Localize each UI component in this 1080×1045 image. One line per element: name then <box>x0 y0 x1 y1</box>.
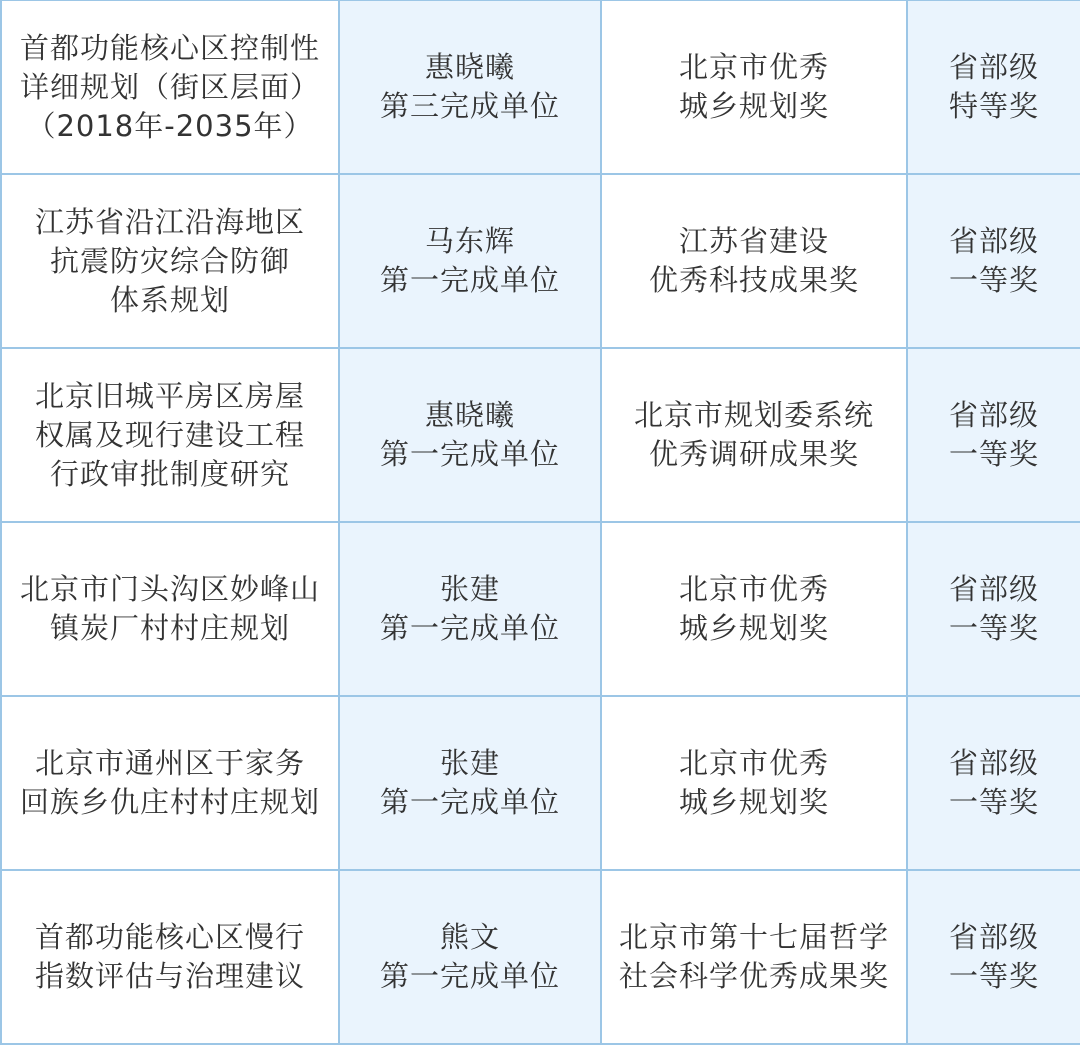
project-name-cell <box>1 696 339 870</box>
unit-rank: 第一完成单位 <box>379 785 560 820</box>
award-name-line: 北京市优秀 <box>678 50 829 85</box>
person-name: 惠晓曦 <box>424 50 515 85</box>
award-level-cell <box>907 348 1080 522</box>
unit-rank: 第一完成单位 <box>379 959 560 994</box>
table-row <box>1 174 1080 348</box>
award-name-line: 社会科学优秀成果奖 <box>618 959 889 994</box>
award-grade: 一等奖 <box>948 959 1039 994</box>
award-level-cell <box>907 1 1080 175</box>
award-grade: 一等奖 <box>948 785 1039 820</box>
award-level-cell <box>907 174 1080 348</box>
project-name-line: 行政审批制度研究 <box>49 456 290 491</box>
award-name-cell <box>601 1 907 175</box>
award-level: 省部级 <box>948 572 1039 607</box>
person-name: 马东辉 <box>424 224 515 259</box>
award-name-line: 城乡规划奖 <box>678 611 829 646</box>
award-grade: 一等奖 <box>948 437 1039 472</box>
unit-rank: 第一完成单位 <box>379 611 560 646</box>
project-name-line: 体系规划 <box>109 282 230 317</box>
award-level: 省部级 <box>948 224 1039 259</box>
project-name-line: 权属及现行建设工程 <box>34 417 305 452</box>
award-name-line: 北京市优秀 <box>678 746 829 781</box>
award-name-line: 北京市规划委系统 <box>633 398 874 433</box>
project-name-line: 首都功能核心区控制性 <box>19 30 320 65</box>
award-level: 省部级 <box>948 398 1039 433</box>
project-name-cell <box>1 348 339 522</box>
award-level-cell <box>907 870 1080 1044</box>
project-name-line: 首都功能核心区慢行 <box>34 920 305 955</box>
award-name-cell <box>601 522 907 696</box>
person-name: 惠晓曦 <box>424 398 515 433</box>
person-cell <box>339 522 601 696</box>
person-name: 张建 <box>439 572 500 607</box>
person-name: 张建 <box>439 746 500 781</box>
award-name-cell <box>601 348 907 522</box>
person-cell <box>339 870 601 1044</box>
project-name-line: 抗震防灾综合防御 <box>49 243 290 278</box>
award-name-line: 江苏省建设 <box>678 224 829 259</box>
award-name-cell <box>601 870 907 1044</box>
award-name-line: 城乡规划奖 <box>678 785 829 820</box>
unit-rank: 第一完成单位 <box>379 263 560 298</box>
project-name-cell <box>1 174 339 348</box>
project-name-cell <box>1 870 339 1044</box>
award-name-line: 北京市第十七届哲学 <box>618 920 889 955</box>
unit-rank: 第三完成单位 <box>379 89 560 124</box>
award-name-line: 北京市优秀 <box>678 572 829 607</box>
award-name-line: 优秀科技成果奖 <box>648 263 859 298</box>
project-name-cell <box>1 1 339 175</box>
table-row <box>1 1 1080 175</box>
project-name-line: 北京市通州区于家务 <box>34 746 305 781</box>
award-name-line: 优秀调研成果奖 <box>648 437 859 472</box>
table-row <box>1 696 1080 870</box>
table-row <box>1 522 1080 696</box>
project-name-line: （2018年-2035年） <box>26 108 314 143</box>
person-cell <box>339 696 601 870</box>
award-level: 省部级 <box>948 50 1039 85</box>
person-name: 熊文 <box>439 920 500 955</box>
award-level-cell <box>907 522 1080 696</box>
project-name-cell <box>1 522 339 696</box>
award-level: 省部级 <box>948 920 1039 955</box>
unit-rank: 第一完成单位 <box>379 437 560 472</box>
table-row <box>1 870 1080 1044</box>
project-name-line: 详细规划（街区层面） <box>19 69 320 104</box>
award-level-cell <box>907 696 1080 870</box>
project-name-line: 回族乡仇庄村村庄规划 <box>19 785 320 820</box>
person-cell <box>339 174 601 348</box>
project-name-line: 北京旧城平房区房屋 <box>34 378 305 413</box>
project-name-line: 江苏省沿江沿海地区 <box>34 204 305 239</box>
award-grade: 特等奖 <box>948 89 1039 124</box>
award-name-cell <box>601 174 907 348</box>
person-cell <box>339 348 601 522</box>
project-name-line: 镇炭厂村村庄规划 <box>49 611 290 646</box>
person-cell <box>339 1 601 175</box>
award-grade: 一等奖 <box>948 611 1039 646</box>
award-grade: 一等奖 <box>948 263 1039 298</box>
award-level: 省部级 <box>948 746 1039 781</box>
table-row <box>1 348 1080 522</box>
project-name-line: 北京市门头沟区妙峰山 <box>19 572 320 607</box>
project-name-line: 指数评估与治理建议 <box>34 959 305 994</box>
award-name-cell <box>601 696 907 870</box>
award-name-line: 城乡规划奖 <box>678 89 829 124</box>
